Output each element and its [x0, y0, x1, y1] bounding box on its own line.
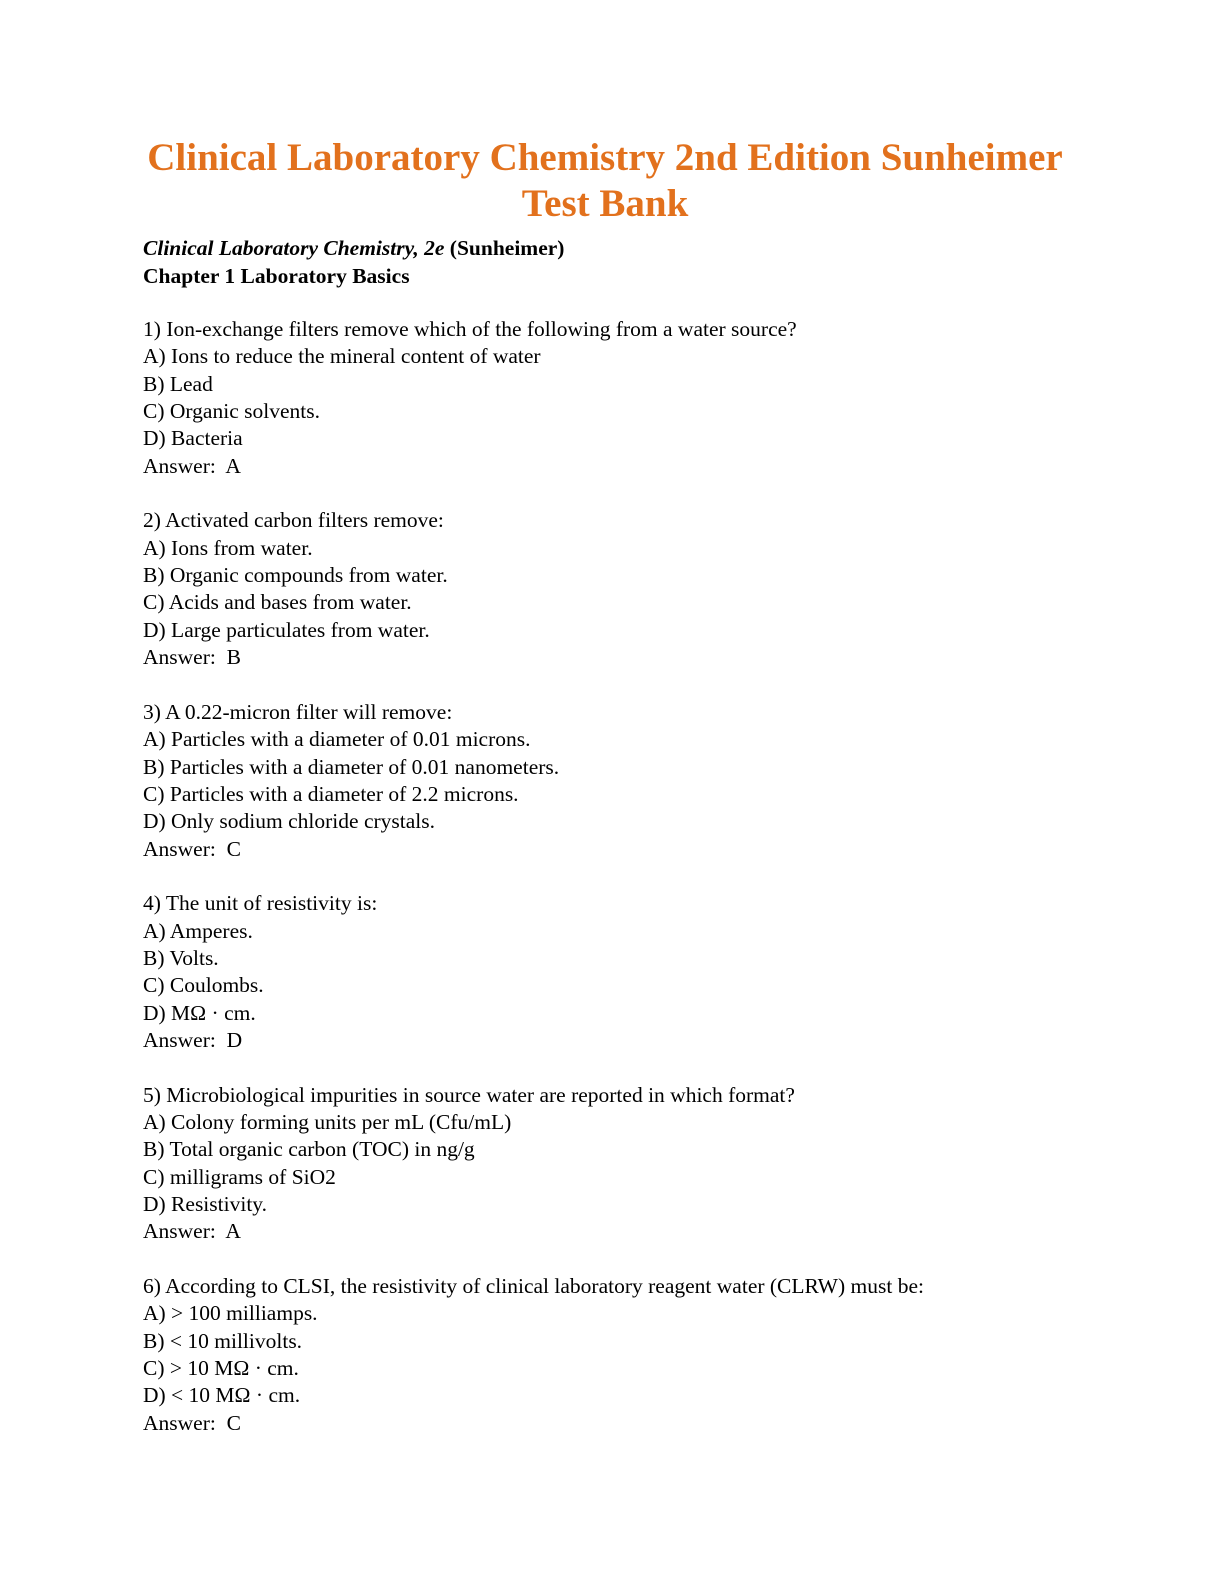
book-citation — [143, 234, 564, 262]
answer-option: C) Particles with a diameter of 2.2 microns. — [143, 781, 519, 806]
answer-option: A) Colony forming units per mL (Cfu/mL) — [143, 1109, 512, 1134]
answer-option: D) Bacteria — [143, 426, 243, 451]
chapter-heading: Chapter 1 Laboratory Basics — [143, 264, 410, 288]
answer-option: A) Ions to reduce the mineral content of water — [143, 344, 541, 369]
answer-option: D) < 10 MΩ · cm. — [143, 1383, 301, 1408]
answer-option: B) Total organic carbon (TOC) in ng/g — [143, 1137, 475, 1162]
answer-option: C) Acids and bases from water. — [143, 590, 412, 615]
answer-option: A) Ions from water. — [143, 535, 313, 560]
answer-option: B) Lead — [143, 371, 213, 396]
answer-option: B) Organic compounds from water. — [143, 563, 448, 588]
answer-key: Answer: B — [143, 645, 241, 670]
question-block — [143, 890, 924, 1054]
question-text: 5) Microbiological impurities in source water are reported in which format? — [143, 1082, 795, 1107]
answer-option: C) > 10 MΩ · cm. — [143, 1356, 299, 1381]
question-block — [143, 1273, 924, 1437]
answer-option: C) Organic solvents. — [143, 399, 320, 424]
answer-option: B) Volts. — [143, 945, 219, 970]
answer-option: A) > 100 milliamps. — [143, 1301, 318, 1326]
answer-option: C) milligrams of SiO2 — [143, 1164, 336, 1189]
title-line-2: Test Bank — [521, 182, 689, 225]
answer-key: Answer: C — [143, 1410, 241, 1435]
question-text: 1) Ion-exchange filters remove which of the following from a water source? — [143, 317, 797, 341]
answer-key: Answer: A — [143, 1219, 241, 1244]
answer-option: D) Resistivity. — [143, 1192, 268, 1216]
question-block — [143, 1082, 924, 1246]
answer-key: Answer: D — [143, 1027, 243, 1052]
book-title: Clinical Laboratory Chemistry, 2e — [143, 236, 445, 260]
book-author: (Sunheimer) — [444, 236, 565, 260]
answer-option: D) Large particulates from water. — [143, 617, 430, 642]
answer-key: Answer: C — [143, 836, 241, 861]
answer-option: A) Amperes. — [143, 918, 253, 943]
answer-option: B) Particles with a diameter of 0.01 nanometers. — [143, 754, 560, 779]
question-text: 3) A 0.22-micron filter will remove: — [143, 699, 453, 724]
answer-option: B) < 10 millivolts. — [143, 1328, 303, 1353]
answer-option: D) Only sodium chloride crystals. — [143, 809, 435, 834]
answer-option: C) Coulombs. — [143, 973, 264, 998]
title-line-1: Clinical Laboratory Chemistry 2nd Edition Sunheimer — [147, 136, 1063, 179]
document-title — [0, 135, 1210, 227]
question-block — [143, 507, 924, 671]
question-text: 4) The unit of resistivity is: — [143, 891, 378, 916]
document-header — [143, 234, 564, 290]
question-block — [143, 699, 924, 863]
answer-option: D) MΩ · cm. — [143, 1000, 256, 1025]
question-list — [143, 316, 924, 1464]
question-text: 2) Activated carbon filters remove: — [143, 508, 444, 533]
question-text: 6) According to CLSI, the resistivity of clinical laboratory reagent water (CLRW) must be: — [143, 1274, 924, 1299]
answer-option: A) Particles with a diameter of 0.01 microns. — [143, 727, 531, 752]
question-block — [143, 316, 924, 480]
answer-key: Answer: A — [143, 453, 241, 478]
